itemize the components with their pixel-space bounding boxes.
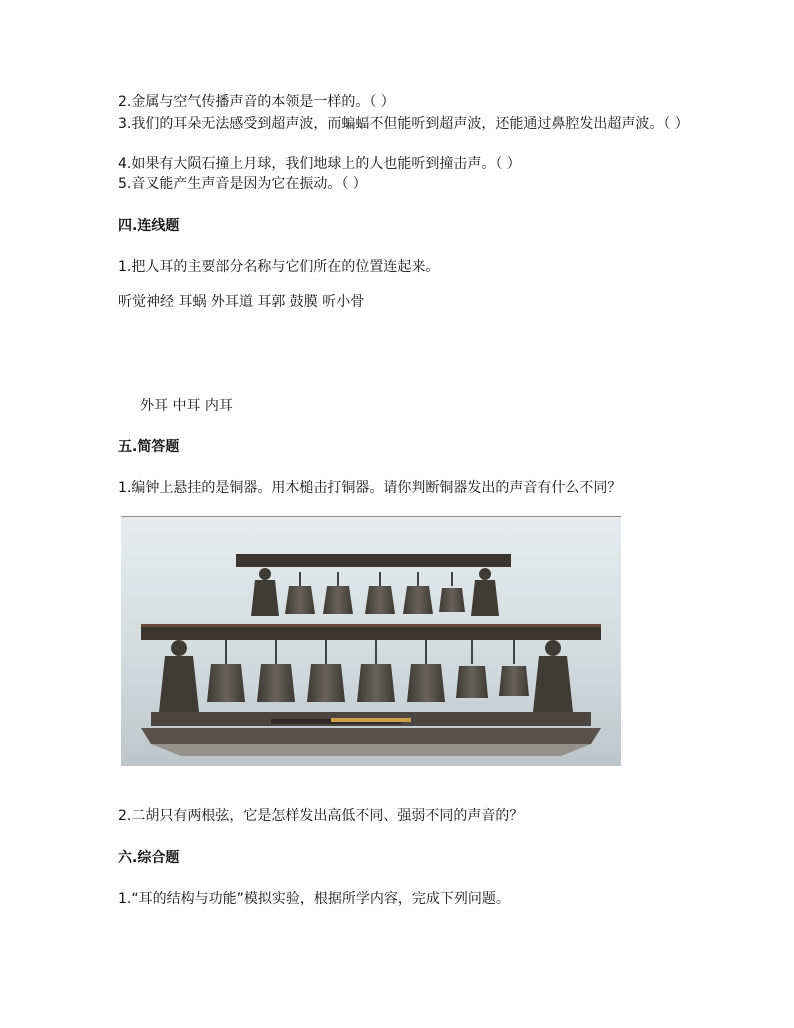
question-3-5: 5.音叉能产生声音是因为它在振动。（ ） (118, 176, 367, 192)
question-4-1: 1.把人耳的主要部分名称与它们所在的位置连起来。 (118, 259, 440, 275)
question-3-2: 2.金属与空气传播声音的本领是一样的。（ ） (118, 94, 395, 110)
section-6-heading: 六.综合题 (118, 850, 180, 866)
section-5-heading: 五.简答题 (118, 439, 180, 455)
ear-positions-list: 外耳 中耳 内耳 (140, 398, 233, 414)
question-3-3: 3.我们的耳朵无法感受到超声波，而蝙蝠不但能听到超声波，还能通过鼻腔发出超声波。（ ） (118, 116, 689, 132)
question-5-2: 2.二胡只有两根弦，它是怎样发出高低不同、强弱不同的声音的？ (118, 808, 524, 824)
section-4-heading: 四.连线题 (118, 218, 180, 234)
question-6-1: 1.“耳的结构与功能”模拟实验，根据所学内容，完成下列问题。 (118, 891, 510, 907)
bianzhong-photo (121, 516, 621, 766)
question-3-4: 4.如果有大陨石撞上月球，我们地球上的人也能听到撞击声。（ ） (118, 156, 521, 172)
question-5-1: 1.编钟上悬挂的是铜器。用木槌击打铜器。请你判断铜器发出的声音有什么不同？ (118, 480, 622, 496)
ear-parts-list: 听觉神经 耳蜗 外耳道 耳郭 鼓膜 听小骨 (118, 294, 365, 310)
